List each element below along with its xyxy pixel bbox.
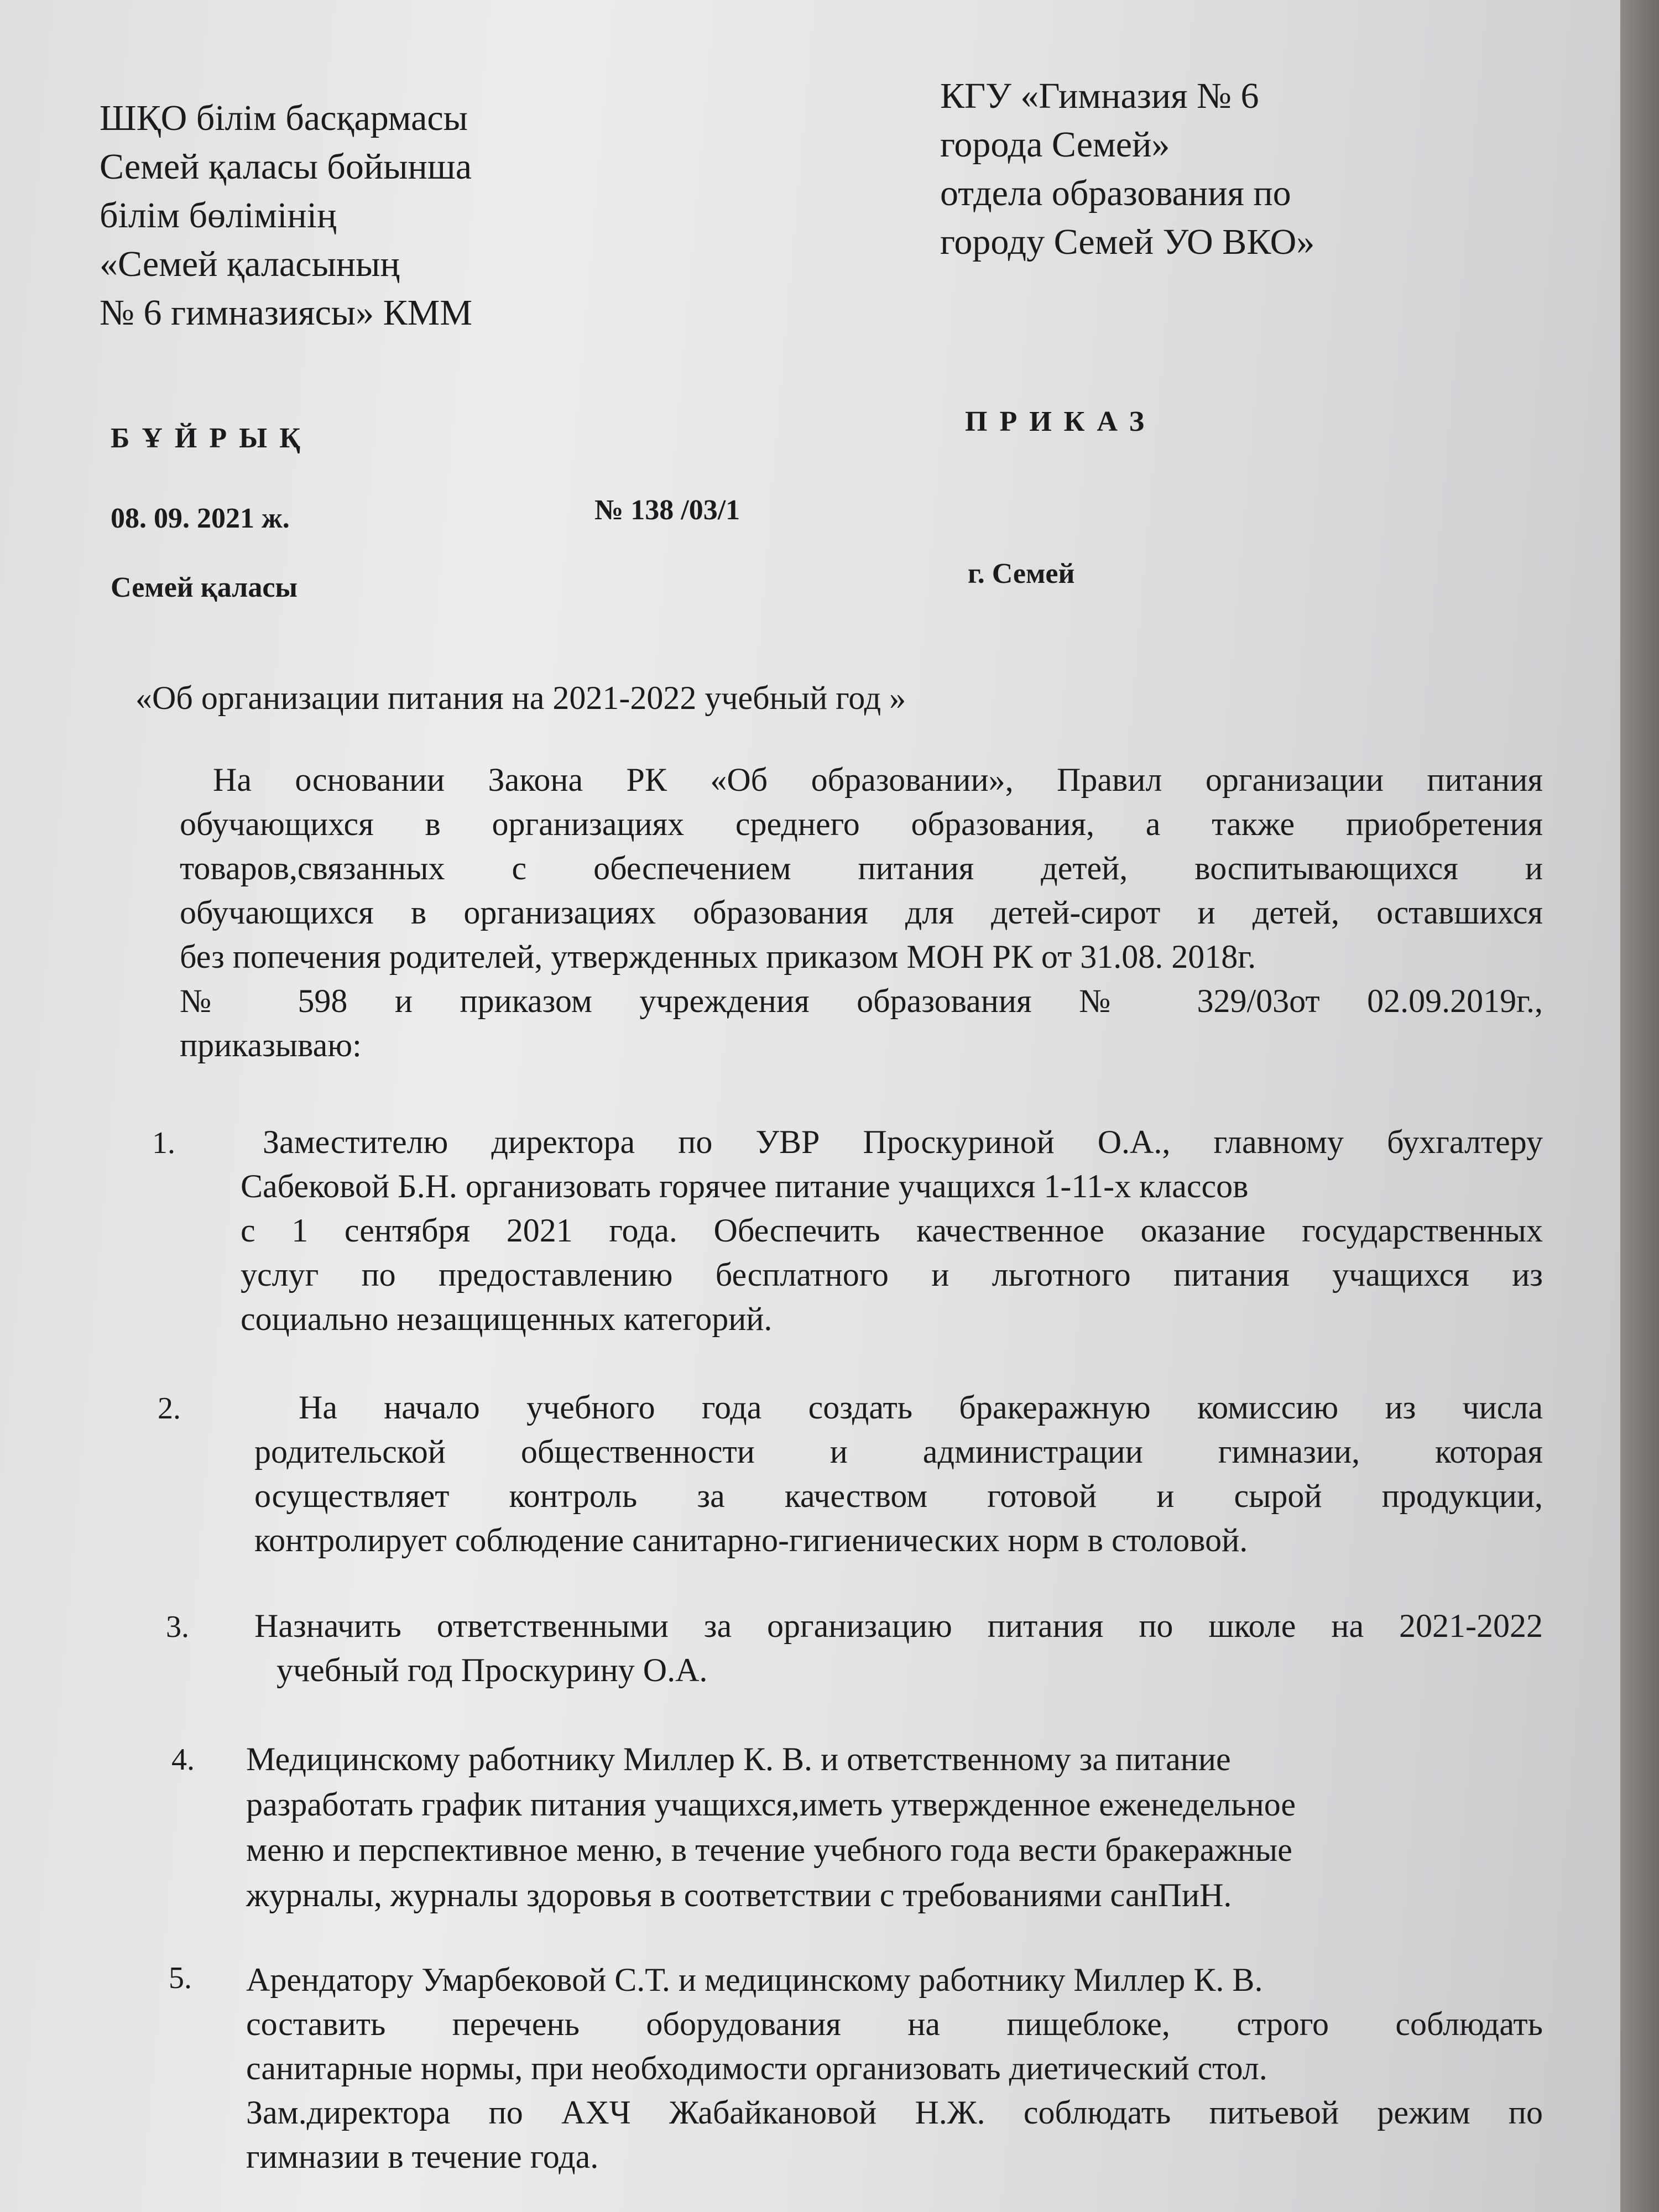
doc-type-ru: ПРИКАЗ <box>965 406 1157 437</box>
item-line: гимназии в течение года. <box>246 2138 599 2175</box>
order-item <box>254 1385 1543 1562</box>
header-right-line: городу Семей УО ВКО» <box>940 222 1315 262</box>
preamble-line: без попечения родителей, утвержденных приказом МОН РК от 31.08. 2018г. <box>180 938 1256 975</box>
header-left-line: білім бөлімінің <box>100 195 337 236</box>
order-item <box>246 1736 1479 1918</box>
item-line: услуг по предоставлению бесплатного и льготного питания учащихся из <box>241 1256 1543 1293</box>
table-edge <box>1620 0 1659 2212</box>
place-kz: Семей қаласы <box>111 572 298 603</box>
item-line: родительской общественности и администрации гимназии, которая <box>254 1433 1543 1470</box>
header-left-line: ШҚО білім басқармасы <box>100 98 468 138</box>
header-right-line: отдела образования по <box>940 173 1291 213</box>
preamble-line: обучающихся в организациях среднего образования, а также приобретения <box>180 806 1543 842</box>
header-right-line: КГУ «Гимназия № 6 <box>940 76 1259 116</box>
order-item <box>246 1958 1543 2179</box>
doc-type-kz: БҰЙРЫҚ <box>111 422 312 454</box>
order-item <box>254 1604 1543 1692</box>
item-number: 3. <box>166 1610 189 1644</box>
item-number: 4. <box>171 1743 195 1777</box>
item-line: учебный год Проскурину О.А. <box>276 1652 708 1688</box>
item-line: осуществляет контроль за качеством готовой и сырой продукции, <box>254 1478 1543 1514</box>
item-number: 2. <box>158 1391 181 1426</box>
item-line: меню и перспективное меню, в течение учебного года вести бракеражные <box>246 1832 1292 1868</box>
item-line: санитарные нормы, при необходимости организовать диетический стол. <box>246 2050 1267 2086</box>
header-right-line: города Семей» <box>940 124 1170 165</box>
item-number: 1. <box>152 1126 175 1160</box>
item-line: На начало учебного года создать бракеражную комиссию из числа <box>299 1389 1543 1426</box>
item-line: с 1 сентября 2021 года. Обеспечить качественное оказание государственных <box>241 1212 1543 1249</box>
place-ru: г. Семей <box>968 558 1075 589</box>
item-line: Назначить ответственными за организацию питания по школе на 2021-2022 <box>254 1608 1543 1644</box>
item-line: журналы, журналы здоровья в соответствии с требованиями санПиН. <box>246 1877 1232 1913</box>
document-number: № 138 /03/1 <box>594 494 740 526</box>
item-line: Зам.директора по АХЧ Жабайкановой Н.Ж. соблюдать питьевой режим по <box>246 2094 1543 2131</box>
header-right <box>940 72 1314 267</box>
item-line: составить перечень оборудования на пищеблоке, строго соблюдать <box>246 2006 1543 2042</box>
preamble-line: На основании Закона РК «Об образовании», Правил организации питания <box>213 761 1543 798</box>
item-line: Заместителю директора по УВР Проскуриной О.А., главному бухгалтеру <box>263 1124 1543 1160</box>
header-left-line: Семей қаласы бойынша <box>100 147 472 187</box>
item-line: контролирует соблюдение санитарно-гигиенических норм в столовой. <box>254 1522 1248 1558</box>
document-date: 08. 09. 2021 ж. <box>111 503 290 534</box>
order-item <box>241 1120 1543 1341</box>
item-line: разработать график питания учащихся,иметь утвержденное еженедельное <box>246 1786 1296 1823</box>
preamble-line: товаров,связанных с обеспечением питания детей, воспитывающихся и <box>180 850 1543 886</box>
preamble-line: обучающихся в организациях образования для детей-сирот и детей, оставшихся <box>180 894 1543 931</box>
header-left <box>100 94 472 337</box>
item-line: социально незащищенных категорий. <box>241 1301 773 1337</box>
preamble-line: приказываю: <box>180 1027 362 1063</box>
preamble-line: № 598 и приказом учреждения образования № 329/03от 02.09.2019г., <box>180 983 1543 1019</box>
item-line: Арендатору Умарбековой С.Т. и медицинскому работнику Миллер К. В. <box>246 1961 1263 1998</box>
order-title: «Об организации питания на 2021-2022 учебный год » <box>135 680 906 716</box>
item-number: 5. <box>169 1961 192 1995</box>
preamble <box>180 758 1543 1067</box>
header-left-line: «Семей қаласының <box>100 244 400 284</box>
header-left-line: № 6 гимназиясы» КММ <box>100 293 473 333</box>
item-line: Сабековой Б.Н. организовать горячее питание учащихся 1-11-х классов <box>241 1168 1249 1204</box>
item-line: Медицинскому работнику Миллер К. В. и ответственному за питание <box>246 1741 1231 1777</box>
